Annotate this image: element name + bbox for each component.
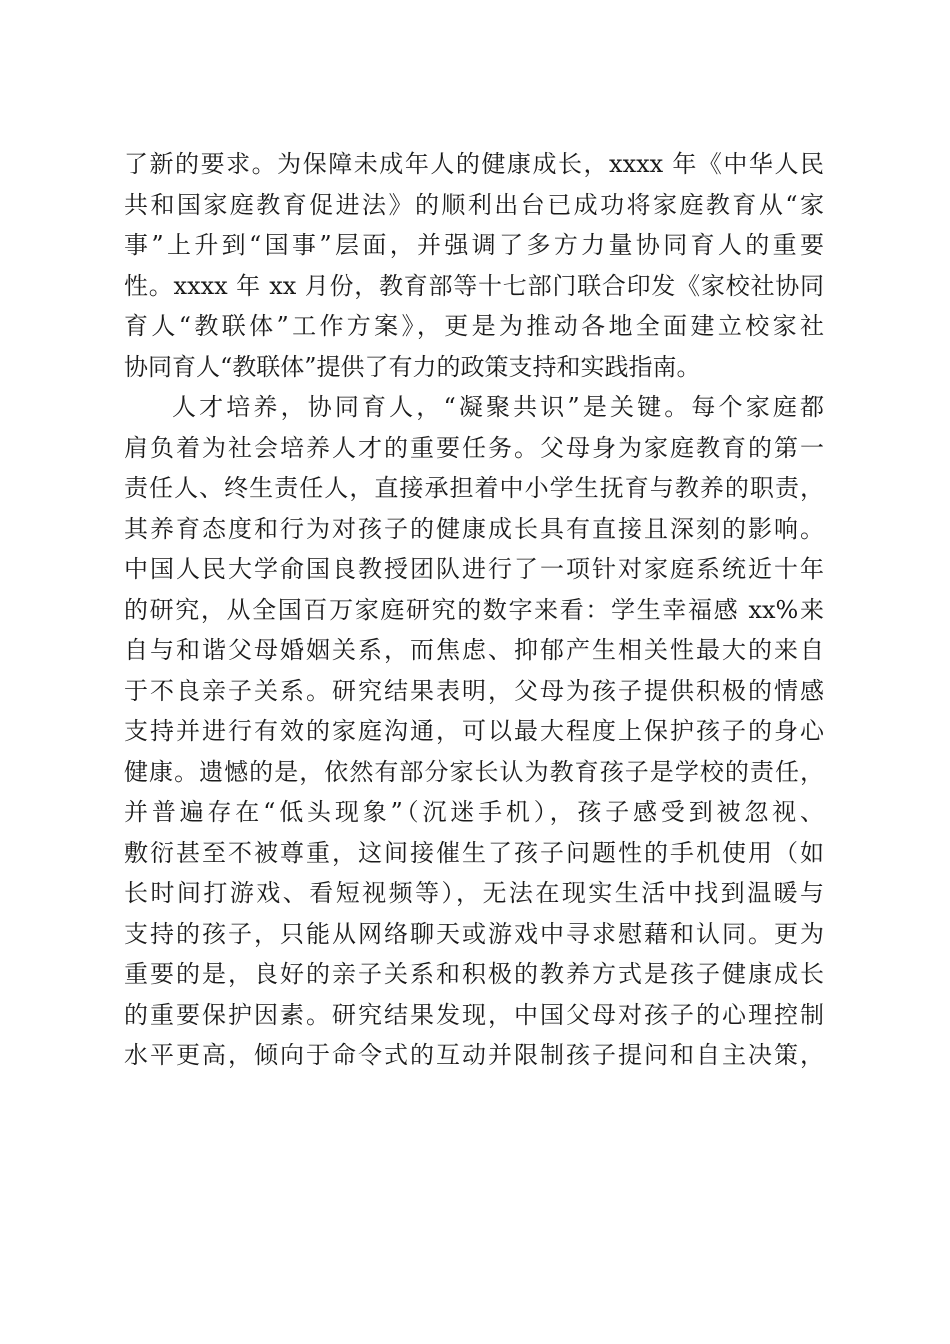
paragraph-2-line-16: 的重要保护因素。研究结果发现，中国父母对孩子的心理控制 [124,1000,824,1029]
paragraph-2-line-3: 责任人、终生责任人，直接承担着中小学生抚育与教养的职责， [124,474,824,502]
paragraph-1-line-3: 事”上升到“国事”层面，并强调了多方力量协同育人的重要 [124,231,824,259]
paragraph-2-line-9: 支持并进行有效的家庭沟通，可以最大程度上保护孩子的身心 [124,717,824,745]
paragraph-2-line-7: 自与和谐父母婚姻关系，而焦虑、抑郁产生相关性最大的来自 [124,636,824,664]
paragraph-2-line-13: 长时间打游戏、看短视频等），无法在现实生活中找到温暖与 [124,879,824,907]
paragraph-1-line-6: 协同育人“教联体”提供了有力的政策支持和实践指南。 [124,352,701,381]
paragraph-2-line-11: 并普遍存在“低头现象”（沉迷手机），孩子感受到被忽视、 [124,798,824,826]
paragraph-2-line-5: 中国人民大学俞国良教授团队进行了一项针对家庭系统近十年 [124,555,824,583]
body-text [124,147,824,1079]
paragraph-1-line-5: 育人“教联体”工作方案》，更是为推动各地全面建立校家社 [124,312,824,340]
paragraph-2-line-6: 的研究，从全国百万家庭研究的数字来看：学生幸福感 xx%来 [124,595,824,624]
paragraph-2-line-10: 健康。遗憾的是，依然有部分家长认为教育孩子是学校的责任， [124,757,824,786]
paragraph-1-line-1: 了新的要求。为保障未成年人的健康成长，xxxx 年《中华人民 [124,150,824,178]
paragraph-2-line-1: 人才培养，协同育人，“凝聚共识”是关键。每个家庭都 [172,393,824,421]
paragraph-1-line-4: 性。xxxx 年 xx 月份，教育部等十七部门联合印发《家校社协同 [124,271,824,300]
paragraph-2-line-12: 敷衍甚至不被尊重，这间接催生了孩子问题性的手机使用（如 [124,838,824,867]
paragraph-2-line-8: 于不良亲子关系。研究结果表明，父母为孩子提供积极的情感 [124,676,824,705]
paragraph-2-line-14: 支持的孩子，只能从网络聊天或游戏中寻求慰藉和认同。更为 [124,919,824,948]
paragraph-2-line-2: 肩负着为社会培养人才的重要任务。父母身为家庭教育的第一 [124,433,824,462]
paragraph-2-line-15: 重要的是，良好的亲子关系和积极的教养方式是孩子健康成长 [124,960,824,988]
paragraph-1-line-2: 共和国家庭教育促进法》的顺利出台已成功将家庭教育从“家 [124,190,824,219]
paragraph-2-line-4: 其养育态度和行为对孩子的健康成长具有直接且深刻的影响。 [124,514,824,543]
paragraph-2-line-17: 水平更高，倾向于命令式的互动并限制孩子提问和自主决策， [124,1041,824,1069]
